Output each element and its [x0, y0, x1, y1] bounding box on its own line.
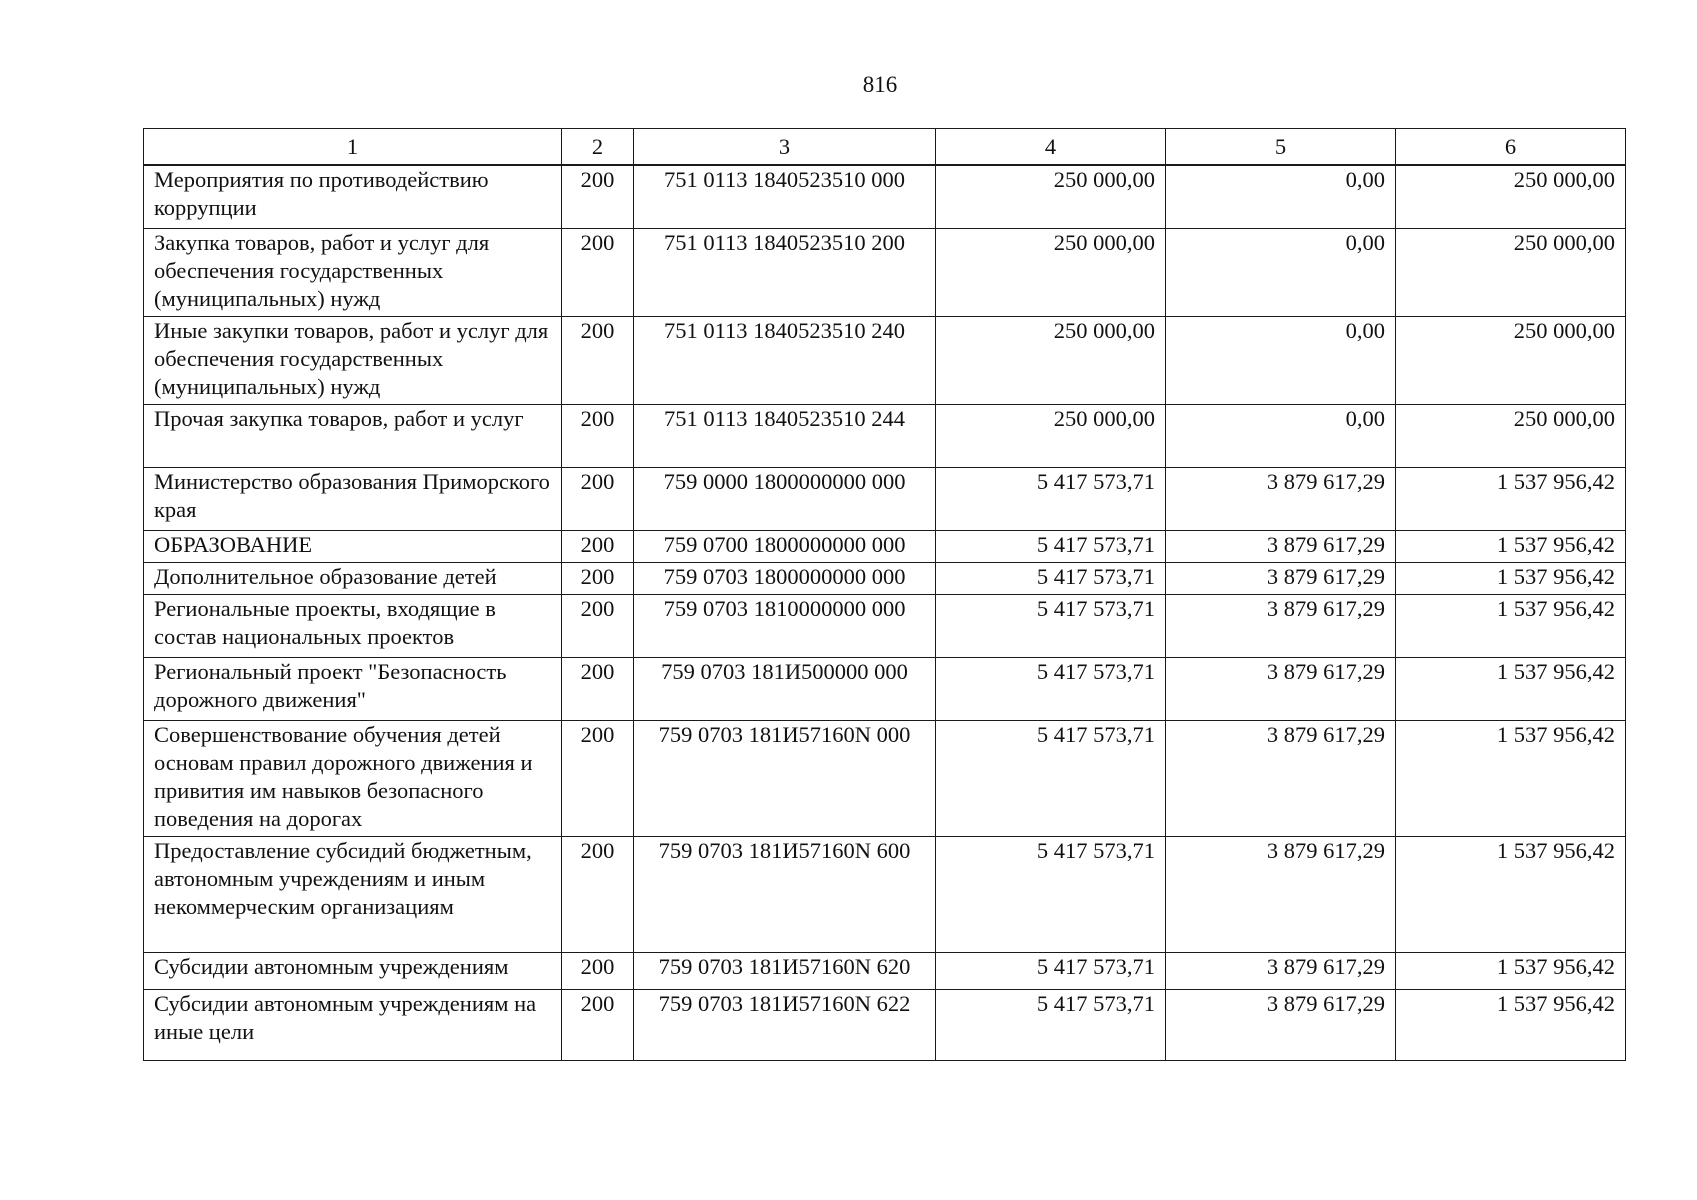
- table-row: [144, 595, 1626, 658]
- row-col5: 0,00: [1166, 165, 1396, 229]
- row-col2: 200: [562, 658, 634, 721]
- row-code: 759 0703 181И57160N 000: [634, 721, 936, 837]
- row-col5: 3 879 617,29: [1166, 990, 1396, 1061]
- row-name: Субсидии автономным учреждениям: [144, 953, 562, 990]
- row-code: 759 0703 181И57160N 600: [634, 837, 936, 953]
- row-code: 751 0113 1840523510 000: [634, 165, 936, 229]
- table-row: [144, 837, 1626, 953]
- row-code: 759 0703 181И57160N 622: [634, 990, 936, 1061]
- row-col5: 3 879 617,29: [1166, 837, 1396, 953]
- row-code: 759 0703 181И57160N 620: [634, 953, 936, 990]
- row-col5: 3 879 617,29: [1166, 721, 1396, 837]
- row-code: 751 0113 1840523510 240: [634, 317, 936, 405]
- row-name: Министерство образования Приморского края: [144, 468, 562, 531]
- row-col6: 1 537 956,42: [1396, 837, 1626, 953]
- row-col6: 1 537 956,42: [1396, 990, 1626, 1061]
- row-col6: 1 537 956,42: [1396, 531, 1626, 563]
- row-col5: 0,00: [1166, 229, 1396, 317]
- row-col2: 200: [562, 468, 634, 531]
- row-col4: 5 417 573,71: [936, 953, 1166, 990]
- table-row: [144, 990, 1626, 1061]
- table-row: [144, 405, 1626, 468]
- row-col2: 200: [562, 990, 634, 1061]
- row-name: Дополнительное образование детей: [144, 563, 562, 595]
- row-col2: 200: [562, 563, 634, 595]
- table-row: [144, 563, 1626, 595]
- row-col4: 5 417 573,71: [936, 658, 1166, 721]
- row-col6: 1 537 956,42: [1396, 563, 1626, 595]
- row-col4: 5 417 573,71: [936, 595, 1166, 658]
- row-name: Региональные проекты, входящие в состав национальных проектов: [144, 595, 562, 658]
- row-col4: 5 417 573,71: [936, 468, 1166, 531]
- row-col6: 1 537 956,42: [1396, 595, 1626, 658]
- row-col6: 250 000,00: [1396, 229, 1626, 317]
- table-row: [144, 721, 1626, 837]
- row-col2: 200: [562, 405, 634, 468]
- table-row: [144, 531, 1626, 563]
- row-col2: 200: [562, 721, 634, 837]
- column-header-3: 3: [634, 129, 936, 166]
- row-col5: 3 879 617,29: [1166, 595, 1396, 658]
- budget-table: [143, 128, 1626, 1061]
- row-col6: 1 537 956,42: [1396, 721, 1626, 837]
- row-col2: 200: [562, 595, 634, 658]
- row-col4: 5 417 573,71: [936, 990, 1166, 1061]
- row-col5: 3 879 617,29: [1166, 953, 1396, 990]
- table-row: [144, 658, 1626, 721]
- row-col2: 200: [562, 531, 634, 563]
- row-name: Совершенствование обучения детей основам правил дорожного движения и привития им навыков безопасного поведения на дорогах: [144, 721, 562, 837]
- row-name: Закупка товаров, работ и услуг для обеспечения государственных (муниципальных) нужд: [144, 229, 562, 317]
- row-col5: 3 879 617,29: [1166, 563, 1396, 595]
- row-col4: 250 000,00: [936, 229, 1166, 317]
- column-header-6: 6: [1396, 129, 1626, 166]
- row-col6: 1 537 956,42: [1396, 468, 1626, 531]
- row-name: Региональный проект "Безопасность дорожного движения": [144, 658, 562, 721]
- row-name: Предоставление субсидий бюджетным, автономным учреждениям и иным некоммерческим организациям: [144, 837, 562, 953]
- table-row: [144, 953, 1626, 990]
- row-code: 751 0113 1840523510 244: [634, 405, 936, 468]
- row-col5: 3 879 617,29: [1166, 658, 1396, 721]
- row-code: 759 0700 1800000000 000: [634, 531, 936, 563]
- row-col4: 5 417 573,71: [936, 721, 1166, 837]
- row-col5: 3 879 617,29: [1166, 468, 1396, 531]
- row-col4: 250 000,00: [936, 165, 1166, 229]
- row-col6: 250 000,00: [1396, 317, 1626, 405]
- row-col5: 0,00: [1166, 405, 1396, 468]
- row-col2: 200: [562, 317, 634, 405]
- row-col6: 1 537 956,42: [1396, 658, 1626, 721]
- row-col6: 1 537 956,42: [1396, 953, 1626, 990]
- table-row: [144, 468, 1626, 531]
- row-col6: 250 000,00: [1396, 165, 1626, 229]
- page-number: 816: [862, 72, 898, 97]
- row-name: Мероприятия по противодействию коррупции: [144, 165, 562, 229]
- row-name: Субсидии автономным учреждениям на иные цели: [144, 990, 562, 1061]
- table-row: [144, 317, 1626, 405]
- column-header-1: 1: [144, 129, 562, 166]
- row-col4: 250 000,00: [936, 405, 1166, 468]
- row-col6: 250 000,00: [1396, 405, 1626, 468]
- row-name: Иные закупки товаров, работ и услуг для обеспечения государственных (муниципальных) нужд: [144, 317, 562, 405]
- column-header-5: 5: [1166, 129, 1396, 166]
- row-name: Прочая закупка товаров, работ и услуг: [144, 405, 562, 468]
- row-col5: 3 879 617,29: [1166, 531, 1396, 563]
- row-col2: 200: [562, 229, 634, 317]
- row-col5: 0,00: [1166, 317, 1396, 405]
- column-header-4: 4: [936, 129, 1166, 166]
- row-name: ОБРАЗОВАНИЕ: [144, 531, 562, 563]
- row-code: 759 0000 1800000000 000: [634, 468, 936, 531]
- row-col4: 5 417 573,71: [936, 531, 1166, 563]
- row-code: 759 0703 181И500000 000: [634, 658, 936, 721]
- row-col2: 200: [562, 165, 634, 229]
- row-code: 751 0113 1840523510 200: [634, 229, 936, 317]
- row-col4: 250 000,00: [936, 317, 1166, 405]
- row-code: 759 0703 1810000000 000: [634, 595, 936, 658]
- row-col4: 5 417 573,71: [936, 837, 1166, 953]
- row-code: 759 0703 1800000000 000: [634, 563, 936, 595]
- table-row: [144, 229, 1626, 317]
- row-col2: 200: [562, 953, 634, 990]
- table-header-row: [144, 129, 1626, 166]
- row-col2: 200: [562, 837, 634, 953]
- table-row: [144, 165, 1626, 229]
- row-col4: 5 417 573,71: [936, 563, 1166, 595]
- column-header-2: 2: [562, 129, 634, 166]
